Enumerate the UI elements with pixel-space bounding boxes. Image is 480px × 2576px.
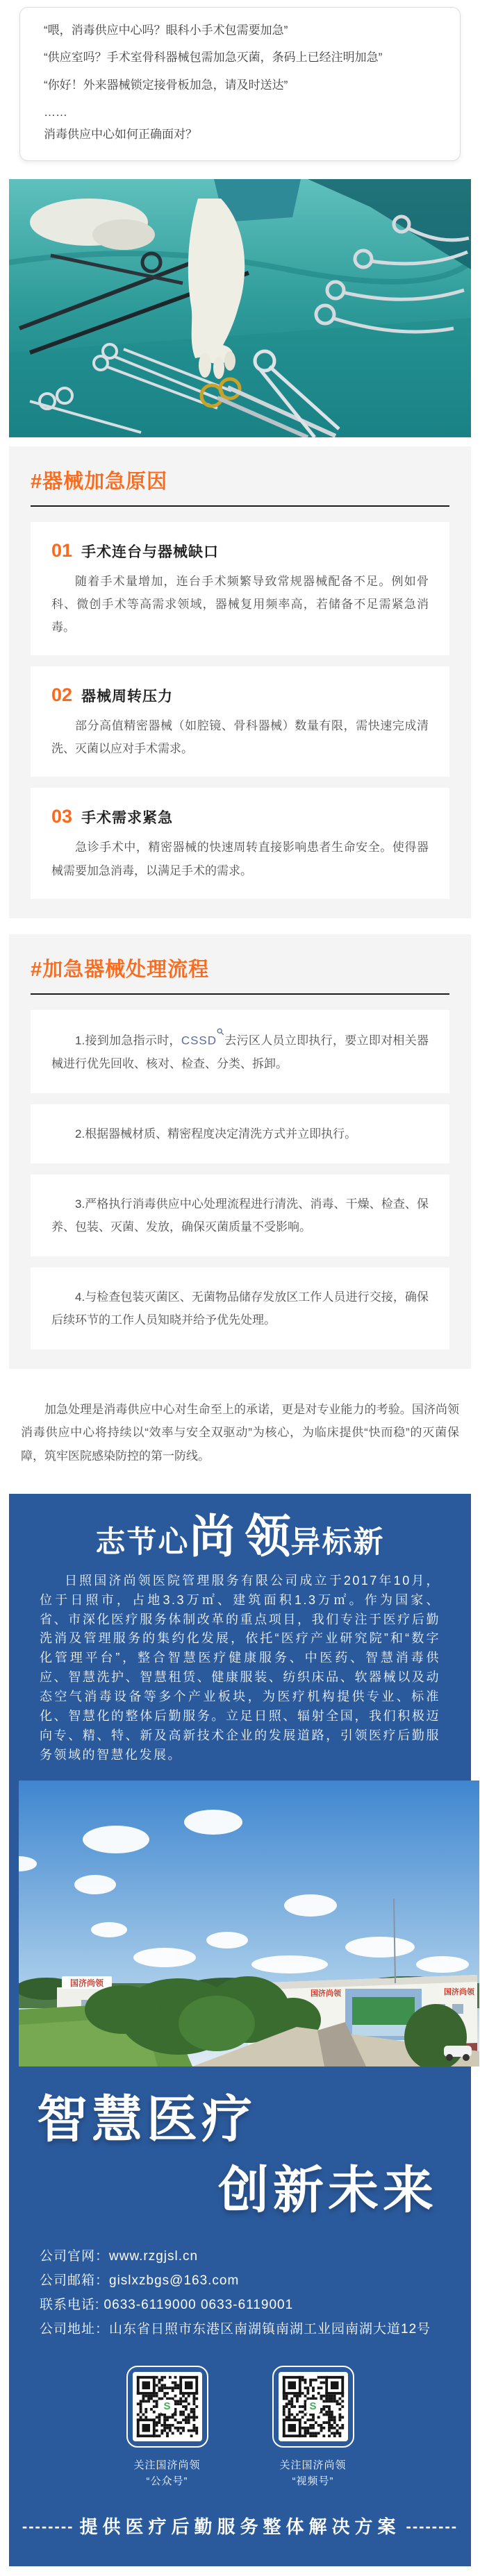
card-number: 01 [51, 539, 73, 561]
process-step-1 [31, 1010, 449, 1093]
footer-dashes-right: -------- [406, 2518, 458, 2536]
section-title: #加急器械处理流程 [31, 958, 210, 981]
company-slogan [9, 1510, 471, 1562]
quote-line: “喂，消毒供应中心吗？眼科小手术包需要加急” [44, 24, 288, 37]
contact-row-email [40, 2268, 440, 2293]
card-header [51, 540, 429, 562]
contact-label: 公司官网： [40, 2249, 110, 2264]
contact-label: 公司邮箱： [40, 2273, 110, 2289]
card-body: 随着手术量增加，连台手术频繁导致常规器械配备不足。例如骨科、微创手术等高需求领域，器械复用频率高，若储备不足需紧急消毒。 [51, 574, 429, 634]
contact-row-website [40, 2244, 440, 2268]
step-text: 4.与检查包装灭菌区、无菌物品储存发放区工作人员进行交接，确保后续环节的工作人员知晓并给予优先处理。 [51, 1290, 429, 1327]
card-title: 手术连台与器械缺口 [81, 544, 220, 560]
process-step-3 [31, 1175, 449, 1256]
qr-caption [126, 2457, 208, 2490]
phone-numbers: 0633-6119000 0633-6119001 [99, 2298, 294, 2313]
company-address: 山东省日照市东港区南湖镇南湖工业园南湖大道12号 [109, 2322, 431, 2337]
card-body: 部分高值精密器械（如腔镜、骨科器械）数量有限，需快速完成清洗、灭菌以应对手术需求。 [51, 719, 429, 756]
card-title: 器械周转压力 [81, 689, 174, 705]
quote-line: “你好！外来器械锁定接骨板加急，请及时送达” [44, 78, 288, 92]
brand-logo-icon: S [306, 2400, 320, 2414]
qr-caption [272, 2457, 354, 2490]
qr-caption-line2: “公众号” [146, 2475, 188, 2487]
section-process [9, 934, 471, 1370]
company-section [9, 1494, 474, 2566]
company-campus-photo [19, 1781, 474, 2066]
slogan-part: 异标新 [290, 1525, 385, 1559]
quote-line: “供应室吗？手术室骨科器械包需加急灭菌，条码上已经注明加急” [44, 51, 383, 65]
vision-slogan-line1: 智慧医疗 [37, 2091, 256, 2148]
card-number: 03 [51, 806, 73, 827]
reason-card-1 [31, 522, 449, 655]
quote-box [19, 7, 461, 161]
website-url[interactable]: www.rzgjsl.cn [109, 2249, 199, 2264]
svg-text:国济尚领: 国济尚领 [69, 1978, 104, 1988]
step-text [51, 1028, 429, 1075]
qr-block-video-account [272, 2366, 354, 2490]
qr-code-video-account[interactable] [279, 2372, 348, 2441]
qr-caption-line1: 关注国济尚领 [279, 2459, 347, 2471]
surgical-photo-illustration [9, 179, 471, 437]
quote-ellipsis: …… [44, 106, 67, 119]
svg-text:国济尚领: 国济尚领 [311, 1989, 341, 1998]
qr-block-official-account [126, 2366, 208, 2490]
card-body: 急诊手术中，精密器械的快速周转直接影响患者生命安全。使得器械需要加急消毒，以满足手术的需求。 [51, 841, 429, 877]
vision-slogan [37, 2085, 443, 2226]
reason-card-2 [31, 666, 449, 777]
card-header [51, 806, 429, 827]
step-text: 2.根据器械材质、精密程度决定清洗方式并立即执行。 [75, 1127, 357, 1140]
footer-tagline-text: 提供医疗后勤服务整体解决方案 [79, 2516, 401, 2538]
process-step-2 [31, 1104, 449, 1163]
process-step-4 [31, 1268, 449, 1349]
section-divider [31, 505, 449, 507]
card-header [51, 684, 429, 706]
step-text-post: 去污区人员立即执行，要立即对相关器械进行优先回收、核对、检查、分类、拆卸。 [51, 1034, 429, 1070]
quote-question: 消毒供应中心如何正确面对？ [44, 128, 197, 142]
contact-info [40, 2244, 440, 2342]
reason-card-3 [31, 788, 449, 898]
step-text-pre: 1.接到加急指示时， [75, 1034, 181, 1047]
contact-row-phone [40, 2293, 440, 2317]
qr-frame [126, 2366, 208, 2448]
search-icon[interactable] [217, 1032, 224, 1043]
contact-row-address [40, 2317, 440, 2341]
qr-caption-line1: 关注国济尚领 [133, 2459, 201, 2471]
campus-photo-illustration [19, 1781, 479, 2066]
company-about: 日照国济尚领医院管理服务有限公司成立于2017年10月，位于日照市，占地3.3万㎡、建筑面积1.3万㎡。作为国家、省、市深化医疗服务体制改革的重点项目，我们专注于医疗后勤洗消及管理服务的集约化发展，依托“医疗产业研究院”和“数字化管理平台”，整合智慧医疗健康服务、中医药、智慧消毒供应、智慧洗护、智慧租赁、健康服装、纺织床品、软器械以及动态空气消毒设备等多个产业板块，为医疗机构提供专业、标准化、智慧化的整体后勤服务。立足日照、辐射全国，我们积极迈向专、精、特、新及高新技术企业的发展道路，引领医疗后勤服务领域的智慧化发展。 [40, 1573, 440, 1762]
qr-code-official-account[interactable] [133, 2372, 202, 2441]
section-divider [31, 993, 449, 995]
slogan-big-char: 领 [245, 1510, 291, 1562]
step-text: 3.严格执行消毒供应中心处理流程进行清洗、消毒、干燥、检查、保养、包装、灭菌、发放，确保灭菌质量不受影响。 [51, 1197, 429, 1234]
contact-label: 公司地址： [40, 2322, 110, 2337]
vision-slogan-line2: 创新未来 [218, 2162, 438, 2219]
section-title: #器械加急原因 [31, 470, 168, 493]
brand-logo-icon: S [160, 2400, 174, 2414]
card-title: 手术需求紧急 [81, 810, 174, 827]
footer-dashes-left: -------- [22, 2518, 74, 2536]
qr-codes-row [9, 2366, 471, 2490]
contact-label: 联系电话: [40, 2298, 100, 2313]
qr-caption-line2: “视频号” [292, 2475, 334, 2487]
card-number: 02 [51, 684, 73, 706]
section-reasons [9, 446, 471, 918]
slogan-big-char: 尚 [189, 1510, 235, 1562]
email-address[interactable]: gislxzbgs@163.com [109, 2273, 240, 2289]
slogan-part: 志节心 [95, 1525, 190, 1559]
cssd-term[interactable]: CSSD [181, 1034, 217, 1047]
footer-tagline [9, 2513, 471, 2539]
qr-frame [272, 2366, 354, 2448]
surgical-instruments-photo [9, 179, 471, 437]
svg-text:国济尚领: 国济尚领 [444, 1987, 474, 1996]
closing-paragraph: 加急处理是消毒供应中心对生命至上的承诺，更是对专业能力的考验。国济尚领消毒供应中心将持续以“效率与安全双驱动”为核心，为临床提供“快而稳”的灭菌保障，筑牢医院感染防控的第一防线。 [21, 1403, 459, 1463]
